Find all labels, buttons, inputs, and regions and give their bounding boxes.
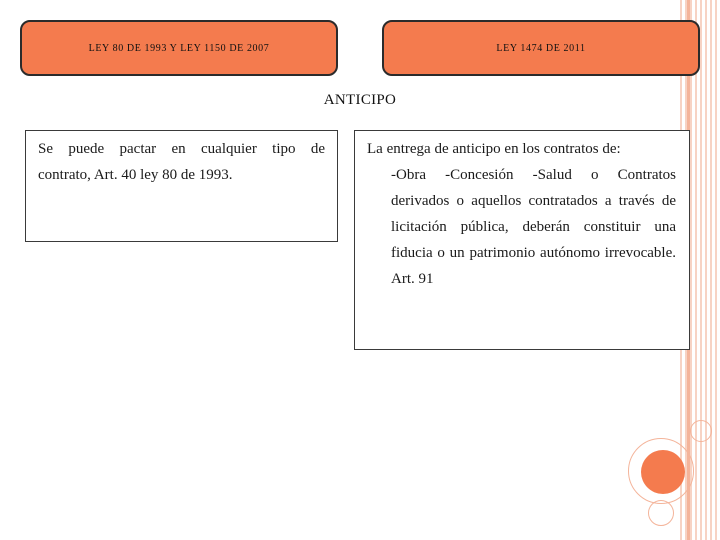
decorative-ring-right [690, 420, 712, 442]
decorative-ring-small [648, 500, 674, 526]
right-text-first-line: La entrega de anticipo en los contratos de: [367, 141, 621, 157]
header-box-left [20, 20, 338, 76]
header-left-label: LEY 80 DE 1993 Y LEY 1150 DE 2007 [88, 42, 270, 54]
header-right-label: LEY 1474 DE 2011 [496, 42, 586, 54]
right-text-body: -Obra -Concesión -Salud o Contratos derivados o aquellos contratados a través de licitación pública, deberán constituir una fiducia o un patrimonio autónomo irrevocable. Art. 91 [391, 167, 676, 287]
left-content-box [25, 130, 338, 242]
left-text-line-2: contrato, Art. 40 ley 80 de 1993. [38, 167, 233, 183]
right-content-box [354, 130, 690, 350]
section-title: ANTICIPO [323, 92, 397, 108]
left-text-line-1: Se puede pactar en cualquier tipo de [38, 141, 325, 157]
header-box-right [382, 20, 700, 76]
decorative-orange-circle [641, 450, 685, 494]
